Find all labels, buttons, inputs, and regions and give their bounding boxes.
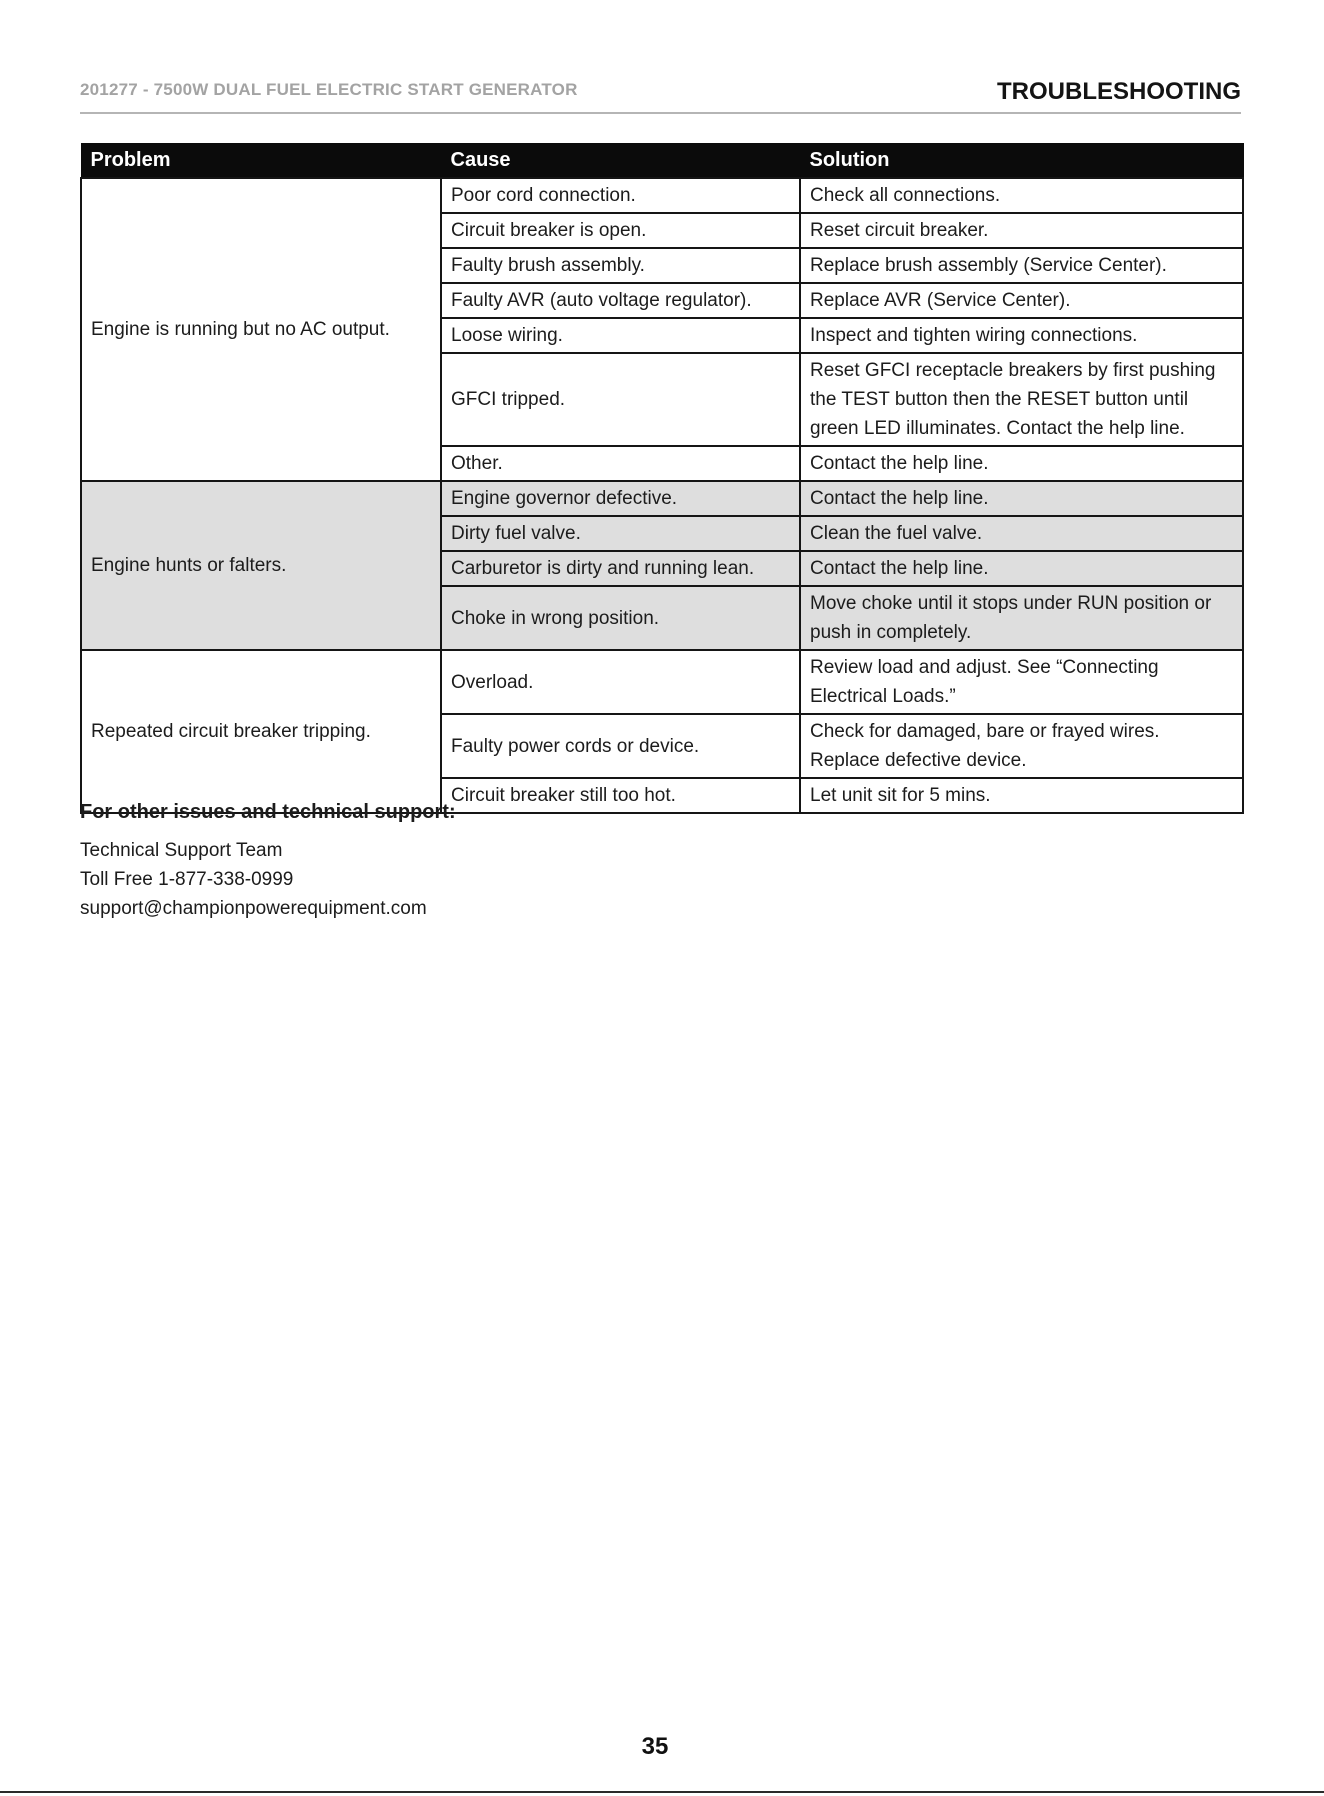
cause-cell: Faulty power cords or device.: [441, 714, 800, 778]
column-header-solution: Solution: [800, 143, 1243, 178]
solution-cell: Contact the help line.: [800, 481, 1243, 516]
cause-cell: Engine governor defective.: [441, 481, 800, 516]
page-header: [80, 72, 1241, 114]
cause-cell: Overload.: [441, 650, 800, 714]
solution-cell: Clean the fuel valve.: [800, 516, 1243, 551]
support-section: [80, 801, 456, 923]
solution-cell: Check all connections.: [800, 178, 1243, 213]
troubleshooting-table: [80, 143, 1244, 814]
document-title: 201277 - 7500W DUAL FUEL ELECTRIC START GENERATOR: [80, 80, 578, 99]
solution-cell: Contact the help line.: [800, 551, 1243, 586]
table-row: [81, 481, 1243, 516]
cause-cell: Dirty fuel valve.: [441, 516, 800, 551]
solution-cell: Reset circuit breaker.: [800, 213, 1243, 248]
support-team: Technical Support Team: [80, 840, 283, 861]
section-title: TROUBLESHOOTING: [997, 78, 1241, 105]
solution-cell: Reset GFCI receptacle breakers by first pushing the TEST button then the RESET button until green LED illuminates. Contact the help line.: [800, 353, 1243, 446]
column-header-problem: Problem: [81, 143, 441, 178]
table-row: [81, 178, 1243, 213]
cause-cell: Faulty brush assembly.: [441, 248, 800, 283]
cause-cell: Other.: [441, 446, 800, 481]
support-heading: For other issues and technical support:: [80, 801, 456, 823]
solution-cell: Replace brush assembly (Service Center).: [800, 248, 1243, 283]
solution-cell: Let unit sit for 5 mins.: [800, 778, 1243, 813]
cause-cell: Circuit breaker is open.: [441, 213, 800, 248]
solution-cell: Inspect and tighten wiring connections.: [800, 318, 1243, 353]
problem-cell: Engine hunts or falters.: [81, 481, 441, 650]
problem-cell: Repeated circuit breaker tripping.: [81, 650, 441, 813]
cause-cell: Choke in wrong position.: [441, 586, 800, 650]
cause-cell: Faulty AVR (auto voltage regulator).: [441, 283, 800, 318]
cause-cell: Poor cord connection.: [441, 178, 800, 213]
table-body: [81, 178, 1243, 813]
cause-cell: Loose wiring.: [441, 318, 800, 353]
table-header-row: [81, 143, 1243, 178]
support-email: support@championpowerequipment.com: [80, 898, 427, 919]
cause-cell: GFCI tripped.: [441, 353, 800, 446]
solution-cell: Replace AVR (Service Center).: [800, 283, 1243, 318]
solution-cell: Contact the help line.: [800, 446, 1243, 481]
column-header-cause: Cause: [441, 143, 800, 178]
solution-cell: Move choke until it stops under RUN position or push in completely.: [800, 586, 1243, 650]
solution-cell: Check for damaged, bare or frayed wires. Replace defective device.: [800, 714, 1243, 778]
table-row: [81, 650, 1243, 714]
bottom-divider: [0, 1791, 1324, 1793]
page-number: 35: [641, 1733, 669, 1760]
cause-cell: Circuit breaker still too hot.: [441, 778, 800, 813]
solution-cell: Review load and adjust. See “Connecting Electrical Loads.”: [800, 650, 1243, 714]
cause-cell: Carburetor is dirty and running lean.: [441, 551, 800, 586]
support-phone: Toll Free 1-877-338-0999: [80, 869, 294, 890]
problem-cell: Engine is running but no AC output.: [81, 178, 441, 481]
